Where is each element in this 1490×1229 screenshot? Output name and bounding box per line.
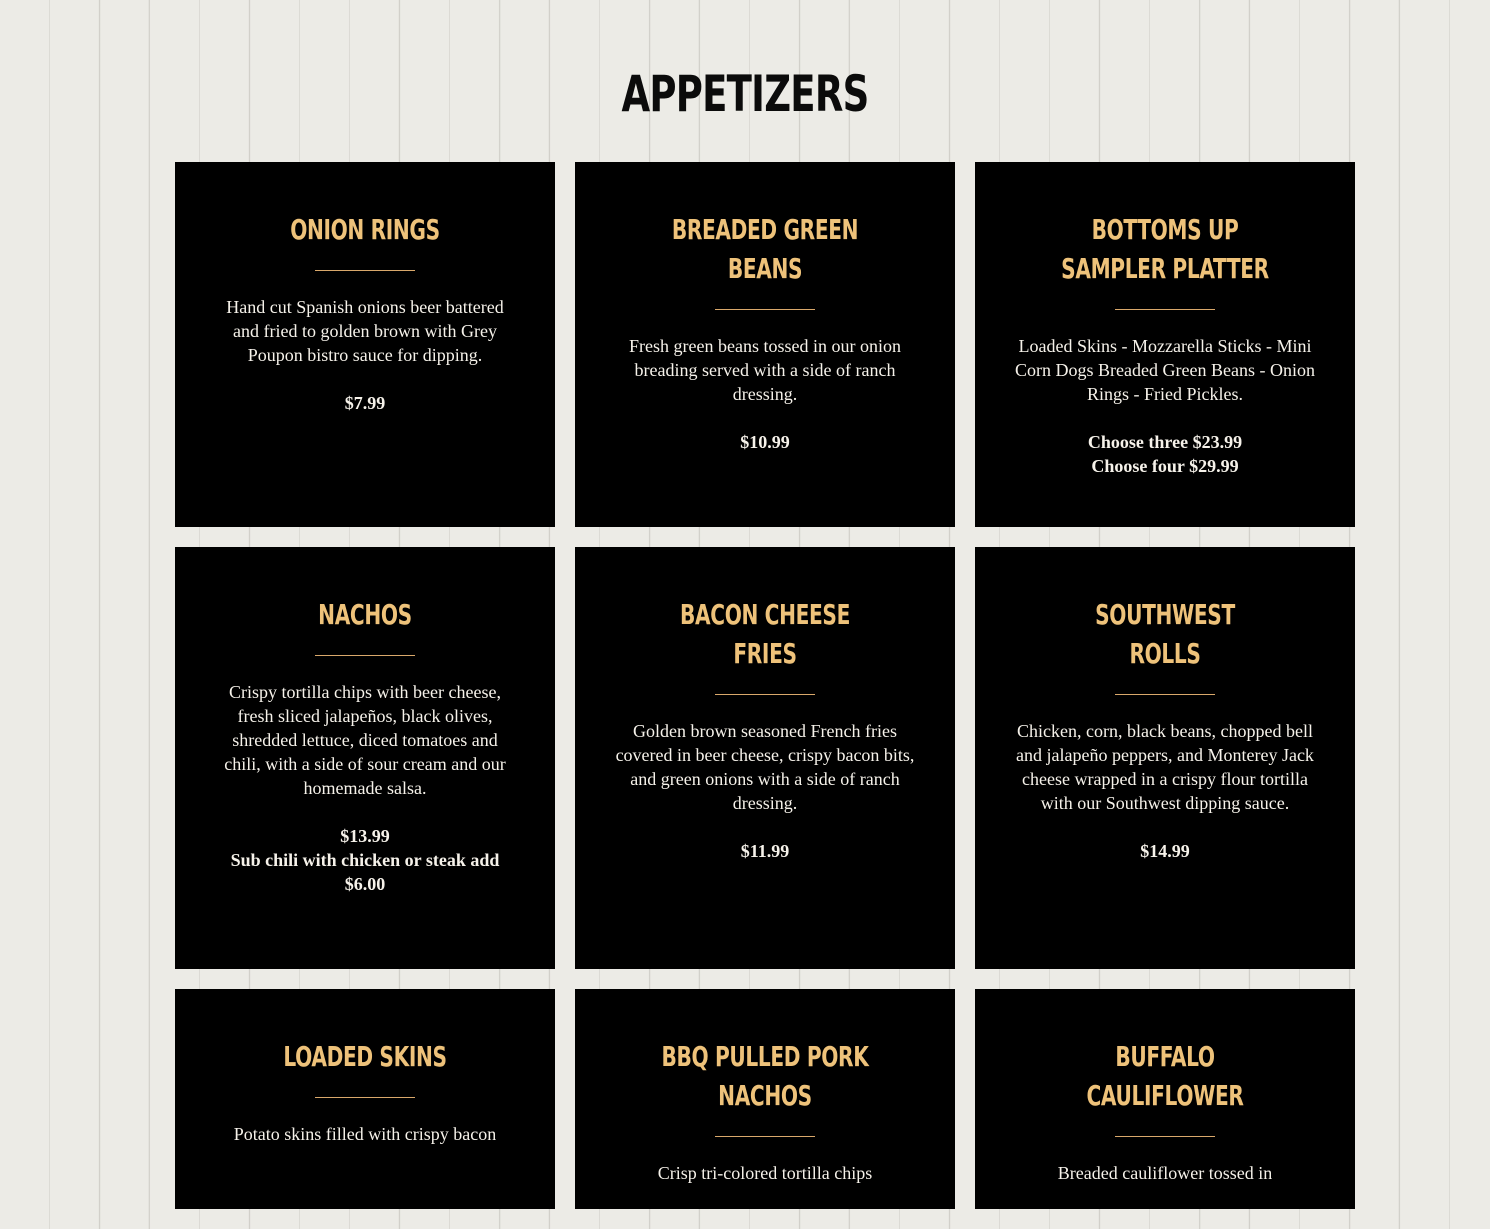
menu-item-title: NACHOS	[318, 598, 412, 631]
menu-item-description: Crisp tri-colored tortilla chips	[657, 1163, 873, 1183]
menu-item-card	[175, 547, 555, 969]
title-divider	[315, 1097, 415, 1098]
menu-item-description: Golden brown seasoned French fries covered in beer cheese, crispy bacon bits, and green onions with a side of ranch dressing.	[615, 721, 915, 813]
price-extra-line: Choose four $29.99	[1091, 456, 1239, 476]
menu-item-card	[575, 162, 955, 527]
menu-item-title: SOUTHWEST ROLLS	[1095, 598, 1235, 670]
menu-item-card	[575, 547, 955, 969]
price-line: $13.99	[340, 826, 390, 846]
menu-item-description: Fresh green beans tossed in our onion breading served with a side of ranch dressing.	[629, 336, 901, 404]
title-divider	[1115, 694, 1215, 695]
menu-item-description: Breaded cauliflower tossed in	[1057, 1163, 1273, 1183]
menu-item-title: ONION RINGS	[290, 213, 440, 246]
title-divider	[715, 1136, 815, 1137]
menu-item-title: BREADED GREEN BEANS	[671, 213, 859, 285]
menu-item-price	[615, 839, 915, 863]
price-extra-line: Sub chili with chicken or steak add $6.00	[230, 850, 500, 894]
menu-item-title: LOADED SKINS	[283, 1040, 447, 1073]
menu-item-price	[1015, 430, 1315, 478]
menu-item-price	[1015, 839, 1315, 863]
menu-row	[175, 162, 1355, 527]
price-line: $11.99	[740, 841, 790, 861]
price-line: Choose three $23.99	[1087, 432, 1243, 452]
menu-item-description: Loaded Skins - Mozzarella Sticks - Mini Corn Dogs Breaded Green Beans - Onion Rings - Fried Pickles.	[1015, 336, 1315, 404]
menu-item-description: Chicken, corn, black beans, chopped bell and jalapeño peppers, and Monterey Jack cheese wrapped in a crispy flour tortilla with our Southwest dipping sauce.	[1016, 721, 1314, 813]
menu-item-card	[175, 989, 555, 1209]
menu-item-description: Crispy tortilla chips with beer cheese, fresh sliced jalapeños, black olives, shredded lettuce, diced tomatoes and chili, with a side of sour cream and our homemade salsa.	[224, 682, 506, 798]
menu-item-title: BUFFALO CAULIFLOWER	[1086, 1040, 1244, 1112]
menu-item-card	[575, 989, 955, 1209]
title-divider	[715, 309, 815, 310]
menu-item-price	[215, 824, 515, 896]
menu-item-card	[975, 989, 1355, 1209]
menu-item-description: Hand cut Spanish onions beer battered and fried to golden brown with Grey Poupon bistro sauce for dipping.	[226, 297, 504, 365]
menu-row	[175, 547, 1355, 969]
title-divider	[715, 694, 815, 695]
price-line: $14.99	[1140, 841, 1190, 861]
menu-item-card	[175, 162, 555, 527]
title-divider	[1115, 1136, 1215, 1137]
menu-item-title: BACON CHEESE FRIES	[680, 598, 850, 670]
menu-item-title: BOTTOMS UP SAMPLER PLATTER	[1061, 213, 1269, 285]
price-line: $7.99	[344, 393, 386, 413]
menu-item-price	[215, 391, 515, 415]
menu-item-title: BBQ PULLED PORK NACHOS	[661, 1040, 869, 1112]
menu-grid	[175, 162, 1355, 1229]
price-line: $10.99	[740, 432, 790, 452]
title-divider	[315, 270, 415, 271]
menu-row	[175, 989, 1355, 1209]
menu-item-card	[975, 547, 1355, 969]
menu-item-description: Potato skins filled with crispy bacon	[233, 1124, 497, 1144]
menu-item-card	[975, 162, 1355, 527]
page-title: APPETIZERS	[621, 65, 869, 123]
title-divider	[1115, 309, 1215, 310]
title-divider	[315, 655, 415, 656]
menu-item-price	[615, 430, 915, 454]
